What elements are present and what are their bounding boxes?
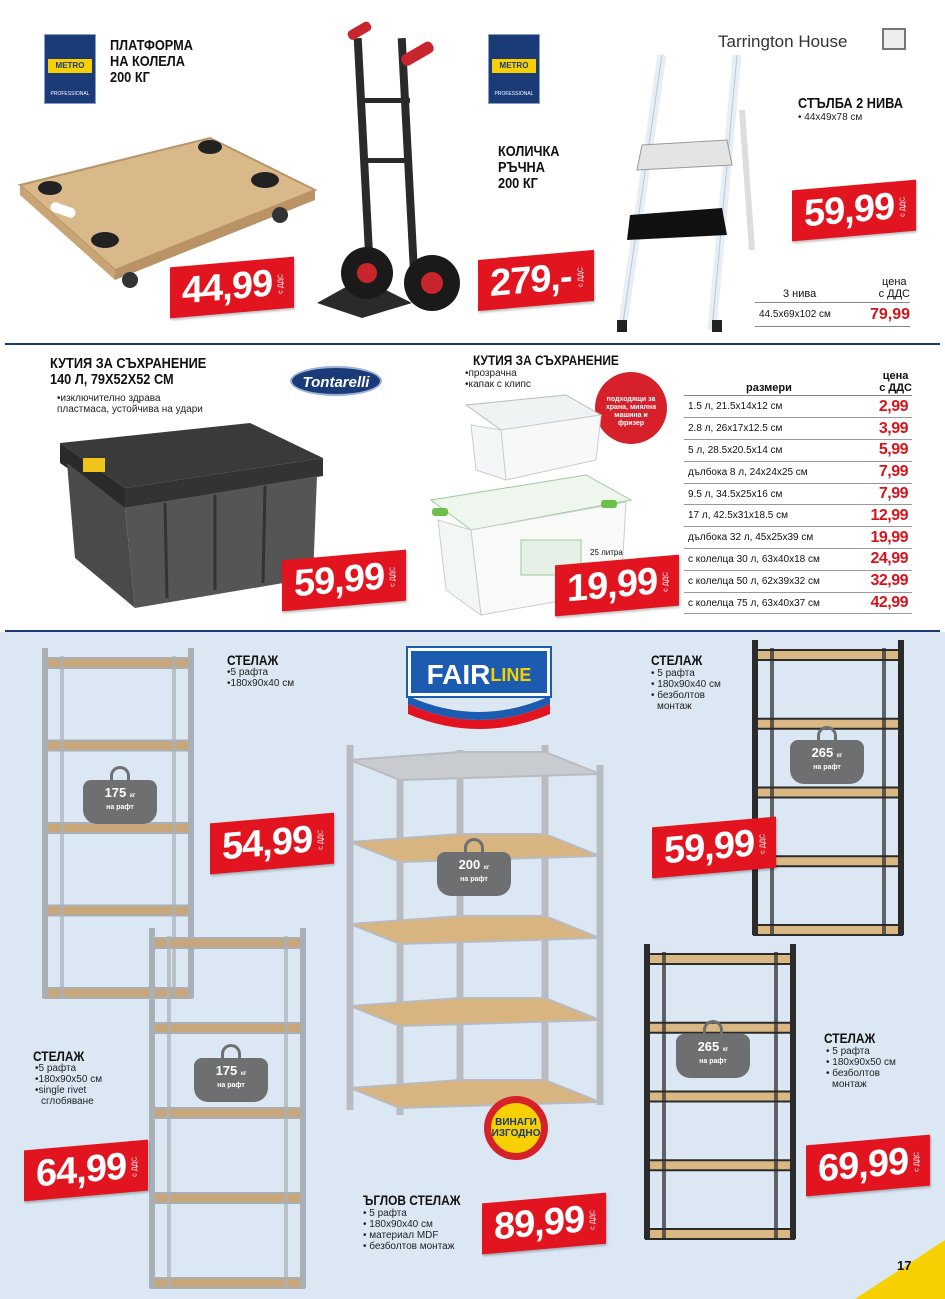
- table-row: [684, 592, 912, 614]
- shelf2-title: СТЕЛАЖ: [33, 1048, 85, 1064]
- shelf1-specs: •5 рафта •180x90x40 см: [227, 667, 295, 689]
- size-cell: с колелца 75 л, 63x40x37 см: [684, 592, 856, 614]
- table-row: [684, 570, 912, 592]
- size-cell: с колелца 30 л, 63x40x18 см: [684, 549, 856, 571]
- table-row: [684, 549, 912, 571]
- box140-price: 59,99 с ДДС: [282, 550, 406, 612]
- cart-price: 279,- с ДДС: [478, 250, 594, 311]
- ladder-spec: • 44x49x78 см: [798, 112, 863, 123]
- shelf3-price: 59,99 с ДДС: [652, 817, 776, 879]
- shelf4-price: 69,99 с ДДС: [806, 1135, 930, 1197]
- table-row: [684, 527, 912, 549]
- boxclip-price: 19,99 с ДДС: [555, 555, 679, 617]
- boxclip-title: КУТИЯ ЗА СЪХРАНЕНИЕ: [473, 352, 619, 368]
- tarrington-house-logo: Tarrington House: [718, 32, 848, 51]
- metro-professional-logo: METRO PROFESSIONAL: [44, 34, 96, 104]
- boxclip-liters: 25 литра: [590, 548, 623, 557]
- fairline-logo: $FAIR^{LINE}$: [408, 648, 550, 730]
- ladder-title: СТЪЛБА 2 НИВА: [798, 95, 903, 112]
- price-cell: 12,99: [856, 505, 912, 527]
- corner-shelf-specs: • 5 рафта • 180x90x40 см • материал MDF • безболтов монтаж: [363, 1208, 455, 1252]
- food-safe-badge: подходящи за храна, миялна машина и фризер: [595, 372, 667, 444]
- step-ladder-image: [612, 50, 762, 335]
- size-cell: с колелца 50 л, 62x39x32 см: [684, 570, 856, 592]
- shelf-unit-2-image: [145, 928, 315, 1293]
- box-size-table: размери цена с ДДС 1.5 л, 21.5x14x12 см 2,99 2.8 л, 26x17x12.5 см 3,99 5 л, 28.5x20.5x14 см 5,99 дълбока 8 л, 24x24x25 см 7,99 9.5 л, 34.5x25x16 см 7,99 17 л, 42.5x31x18.5 см 12,99 дълбока 32 л, 45x25x39 см 19,99 с колелца 30 л, 63x40x18 см 24,99 с колелца 50 л, 62x39x32 см 32,99 с колелца 75 л, 63x40x37 см 42,99: [684, 370, 912, 614]
- corner-weight-badge: 200 кг на рафт: [437, 852, 511, 896]
- section-divider-1: [5, 343, 940, 345]
- fairline-swoosh-icon: [408, 696, 550, 730]
- shelf2-weight-badge: 175 кг на рафт: [194, 1058, 268, 1102]
- size-cell: 9.5 л, 34.5x25x16 см: [684, 483, 856, 505]
- size-cell: 2.8 л, 26x17x12.5 см: [684, 418, 856, 440]
- shelf-unit-3-image: [748, 640, 913, 940]
- shelf4-specs: • 5 рафта • 180x90x50 см • безболтов монтаж: [826, 1046, 896, 1090]
- table-row: [684, 440, 912, 462]
- hand-truck-image: [312, 18, 472, 318]
- table-row: [684, 483, 912, 505]
- cart-title: КОЛИЧКА РЪЧНА 200 КГ: [498, 143, 560, 192]
- corner-shelf-image: [340, 740, 610, 1120]
- box-size-rows: [684, 396, 912, 614]
- size-cell: 1.5 л, 21.5x14x12 см: [684, 396, 856, 418]
- table-row: [684, 505, 912, 527]
- price-cell: 5,99: [856, 440, 912, 462]
- size-cell: 17 л, 42.5x31x18.5 см: [684, 505, 856, 527]
- shelf1-weight-badge: 175 кг на рафт: [83, 780, 157, 824]
- shelf-unit-4-image: [640, 944, 805, 1244]
- shelf2-specs: •5 рафта •180x90x50 см •single rivet сглобяване: [35, 1063, 103, 1107]
- size-cell: 5 л, 28.5x20.5x14 см: [684, 440, 856, 462]
- house-icon: [882, 28, 906, 50]
- corner-shelf-title: ЪГЛОВ СТЕЛАЖ: [363, 1192, 461, 1208]
- corner-shelf-price: 89,99 с ДДС: [482, 1193, 606, 1255]
- boxclip-specs: •прозрачна •капак с клипс: [465, 368, 531, 390]
- shelf4-title: СТЕЛАЖ: [824, 1030, 876, 1046]
- always-cheap-badge: ВИНАГИ ИЗГОДНО: [484, 1096, 548, 1160]
- platform-title: ПЛАТФОРМА НА КОЛЕЛА 200 КГ: [110, 37, 193, 86]
- metro-professional-logo-2: METRO PROFESSIONAL: [488, 34, 540, 104]
- shelf2-price: 64,99 с ДДС: [24, 1140, 148, 1202]
- ladder-variant-table: 3 нива цена с ДДС 44.5x69x102 см 79,99: [755, 276, 910, 327]
- table-row: [684, 461, 912, 483]
- table-row: [684, 418, 912, 440]
- shelf4-weight-badge: 265 кг на рафт: [676, 1034, 750, 1078]
- ladder-price: 59,99 с ДДС: [792, 180, 916, 242]
- table-row: [684, 396, 912, 418]
- platform-price: 44,99 с ДДС: [170, 257, 294, 319]
- shelf1-price: 54,99 с ДДС: [210, 813, 334, 875]
- price-cell: 19,99: [856, 527, 912, 549]
- price-cell: 7,99: [856, 461, 912, 483]
- shelf3-specs: • 5 рафта • 180x90x40 см • безболтов монтаж: [651, 668, 721, 712]
- size-cell: дълбока 32 л, 45x25x39 см: [684, 527, 856, 549]
- tontarelli-logo: Tontarelli: [290, 366, 382, 396]
- price-cell: 24,99: [856, 549, 912, 571]
- price-cell: 42,99: [856, 592, 912, 614]
- price-cell: 7,99: [856, 483, 912, 505]
- box140-title: КУТИЯ ЗА СЪХРАНЕНИЕ 140 Л, 79X52X52 СМ: [50, 355, 207, 388]
- price-cell: 3,99: [856, 418, 912, 440]
- shelf3-title: СТЕЛАЖ: [651, 652, 703, 668]
- box140-specs: •изключително здрава пластмаса, устойчива на удари: [57, 393, 203, 415]
- price-cell: 2,99: [856, 396, 912, 418]
- size-cell: дълбока 8 л, 24x24x25 см: [684, 461, 856, 483]
- page-number: 17: [897, 1258, 912, 1273]
- price-cell: 32,99: [856, 570, 912, 592]
- shelf3-weight-badge: 265 кг на рафт: [790, 740, 864, 784]
- shelf1-title: СТЕЛАЖ: [227, 652, 279, 668]
